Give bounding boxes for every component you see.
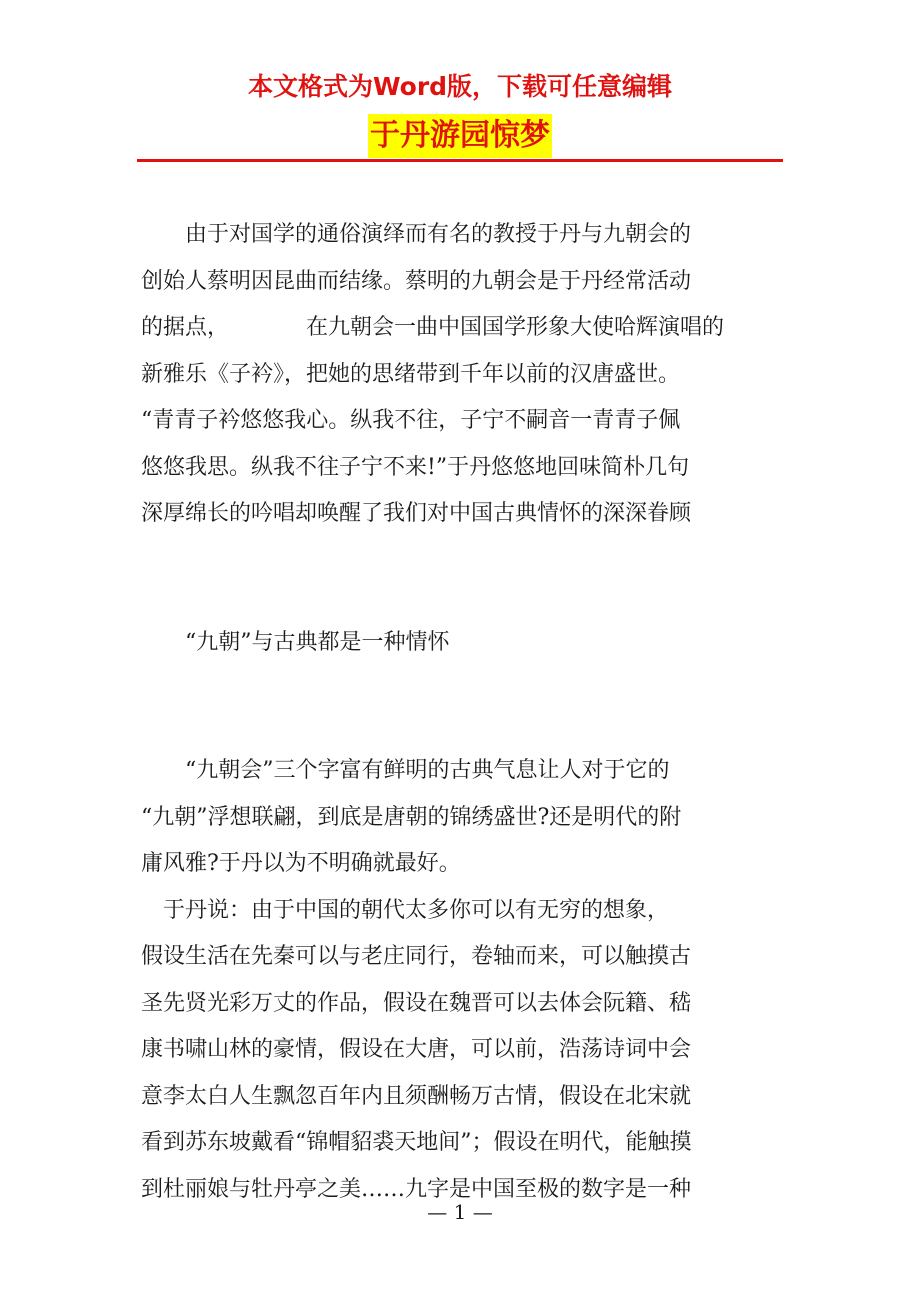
paragraph-line: 创始人蔡明因昆曲而结缘。蔡明的九朝会是于丹经常活动 <box>141 268 692 294</box>
section-heading: “九朝”与古典都是一种情怀 <box>141 629 450 655</box>
paragraph-line: 新雅乐《子衿》，把她的思绪带到千年以前的汉唐盛世。 <box>141 361 681 387</box>
page-number: — 1 — <box>427 1200 493 1224</box>
paragraph-line: 看到苏东坡戴看“锦帽貂裘天地间”；假设在明代，能触摸 <box>141 1130 692 1155</box>
document-body <box>141 212 781 1213</box>
paragraph-line: 庸风雅?于丹以为不明确就最好。 <box>141 851 461 876</box>
spacer <box>141 666 781 748</box>
paragraph-line: 到杜丽娘与牡丹亭之美……九字是中国至极的数字是一种 <box>141 1176 692 1202</box>
document-title: 于丹游园惊梦 <box>368 114 552 158</box>
paragraph-line: 的据点， 在九朝会一曲中国国学形象大使哈辉演唱的 <box>141 315 725 340</box>
paragraph-line: 康书啸山林的豪情，假设在大唐，可以前，浩荡诗词中会 <box>141 1037 692 1062</box>
paragraph-line: “青青子衿悠悠我心。纵我不往，子宁不嗣音一青青子佩 <box>141 408 681 433</box>
header-divider <box>137 159 783 162</box>
paragraph-line: 假设生活在先秦可以与老庄同行，卷轴而来，可以触摸古 <box>141 944 692 969</box>
paragraph-line: 圣先贤光彩万丈的作品，假设在魏晋可以去体会阮籍、嵇 <box>141 990 692 1016</box>
paragraph-line: 悠悠我思。纵我不往子宁不来!”于丹悠悠地回味简朴几句 <box>141 454 690 480</box>
paragraph-line: 由于对国学的通俗演绎而有名的教授于丹与九朝会的 <box>141 222 692 247</box>
paragraph-line: “九朝”浮想联翩，到底是唐朝的锦绣盛世?还是明代的附 <box>141 804 682 830</box>
paragraph-line: “九朝会”三个字富有鲜明的古典气息让人对于它的 <box>141 758 670 783</box>
title-container <box>0 114 920 158</box>
paragraph-line: 深厚绵长的吟唱却唤醒了我们对中国古典情怀的深深眷顾 <box>141 501 692 526</box>
paragraph-line: 于丹说：由于中国的朝代太多你可以有无穷的想象， <box>141 897 670 923</box>
download-notice: 本文格式为Word版，下载可任意编辑 <box>247 72 673 101</box>
spacer <box>141 538 781 620</box>
paragraph-line: 意李太白人生飘忽百年内且须酬畅万古情，假设在北宋就 <box>141 1083 692 1109</box>
